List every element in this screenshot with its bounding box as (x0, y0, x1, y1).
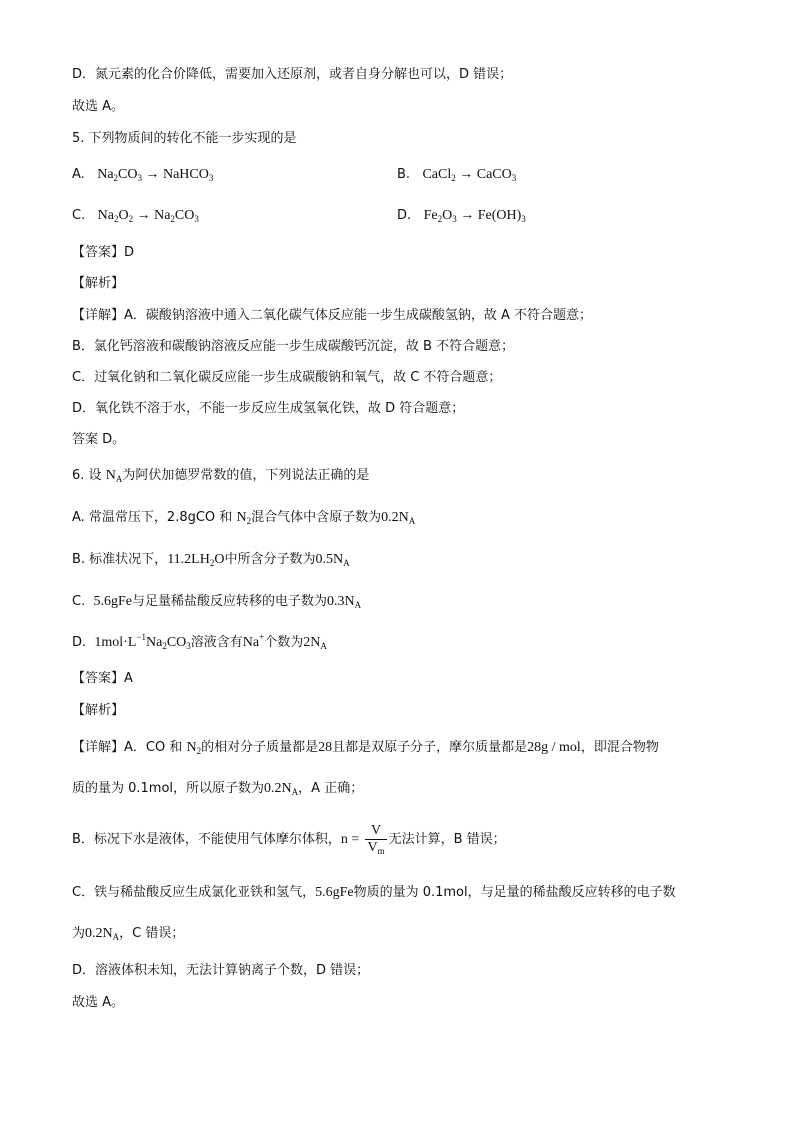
q6-detail-c-line1: C．铁与稀盐酸反应生成氯化亚铁和氢气，5.6gFe物质的量为 0.1mol，与足量的稀盐酸反应转移的电子数 (72, 885, 676, 900)
q5-detail-a: 【详解】A．碳酸钠溶液中通入二氧化碳气体反应能一步生成碳酸氢钠，故 A 不符合题意； (72, 308, 593, 323)
q6-final-answer: 故选 A。 (72, 995, 125, 1010)
q5-stem: 5. 下列物质间的转化不能一步实现的是 (72, 131, 297, 146)
prev-option-d-text: D．氮元素的化合价降低，需要加入还原剂，或者自身分解也可以，D 错误； (72, 67, 513, 82)
q5-option-a: A. $Na_2CO_3$ → NaHCO$_3$ (72, 167, 214, 183)
q5-option-c: C. $Na_2O_2 \to Na_2CO_3$ (72, 208, 199, 224)
q6-option-c: C. 5.6gFe与足量稀盐酸反应转移的电子数为$0.3N_A$ (72, 594, 362, 610)
q5-answer: 【答案】D (72, 245, 135, 260)
q5-detail-c: C．过氧化钠和二氧化碳反应能一步生成碳酸钠和氧气，故 C 不符合题意； (72, 370, 502, 385)
q6-option-a: A. 常温常压下，2.8gCO 和 $N_2$混合气体中含原子数为$0.2N_A$ (72, 510, 416, 526)
q6-detail-d: D．溶液体积未知，无法计算钠离子个数，D 错误； (72, 963, 370, 978)
q6-detail-b: B．标况下水是液体，不能使用气体摩尔体积，n = $\frac{V}{V_m}$ 无法计算，B 错误； (72, 823, 506, 856)
q5-detail-b: B．氯化钙溶液和碳酸钠溶液反应能一步生成碳酸钙沉淀，故 B 不符合题意； (72, 339, 515, 354)
formula-fraction: $\frac{V}{V_m}$ (367, 823, 385, 856)
q5-option-d: D. $Fe_2O_3 \to Fe(OH)_3$ (397, 208, 526, 224)
q5-final-answer: 答案 D。 (72, 432, 126, 447)
q6-answer: 【答案】A (72, 671, 133, 686)
q5-detail-d: D．氧化铁不溶于水，不能一步反应生成氢氧化铁，故 D 符合题意； (72, 401, 465, 416)
q6-analysis-heading: 【解析】 (72, 703, 125, 718)
prev-conclusion: 故选 A。 (72, 99, 125, 114)
q6-option-d: D. $1mol\cdot L^{-1}Na_2CO_3$溶液含有Na+个数为$2N_A$ (72, 632, 327, 651)
q6-detail-a-line2: 质的量为 0.1mol，所以原子数为$0.2N_A$，A 正确； (72, 781, 364, 797)
q5-analysis-heading: 【解析】 (72, 276, 125, 291)
q6-detail-a-line1: 【详解】A．CO 和 $N_2$的相对分子质量都是28且都是双原子分子，摩尔质量都是28g / mol，即混合物物 (72, 740, 659, 756)
q6-stem: 6. 设 $N_A$为阿伏加德罗常数的值，下列说法正确的是 (72, 468, 370, 484)
q6-option-b: B. 标准状况下，$11.2LH_2O$中所含分子数为$0.5N_A$ (72, 552, 350, 568)
q6-detail-c-line2: 为$0.2N_A$，C 错误； (72, 926, 185, 942)
q5-option-b: B. CaCl$_2$ → CaCO$_3$ (397, 167, 517, 183)
